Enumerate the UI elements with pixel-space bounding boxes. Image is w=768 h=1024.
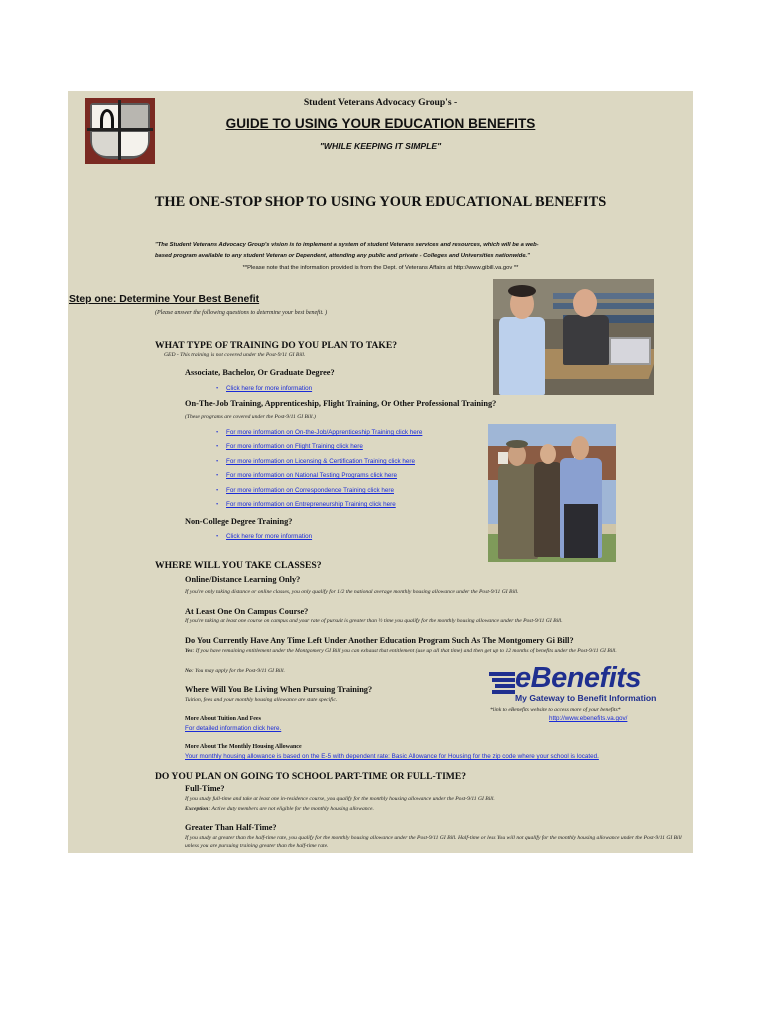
national-testing-link[interactable]: For more information on National Testing Programs click here [226,472,398,479]
ebenefits-logo-tagline: My Gateway to Benefit Information [515,693,657,703]
online-note: If you're only taking distance or online classes, you only qualify for 1/2 the national average monthly housing allowance under the Post-9/11 GI Bill. [185,589,519,595]
exception-note [185,805,374,813]
full-time-note: If you study full-time and take at least one in-residence course, you qualify for the monthly housing allowance under the Post-9/11 GI Bill. [185,796,495,802]
vision-line-2: based program available to any student Veteran or Dependent, attending any public and private - Colleges and Universities nationwide." [155,253,530,259]
yes-text: : If you have remaining entitlement under the Montgomery GI Bill you can exhaust that entitlement (use up all that time) and then get up to 12 months of benefits under the Post-9/11 GI Bill. [192,648,617,654]
non-college-question: Non-College Degree Training? [185,517,293,526]
ebenefits-caption: *link to eBenefits website to access more of your benefits* [490,707,621,713]
yes-label: Yes [185,648,193,654]
non-college-info-link[interactable]: Click here for more information [226,533,313,540]
no-label: No [185,668,192,674]
disclaimer: **Please note that the information provided is from the Dept. of Veterans Affairs at http://www.gibill.va.gov ** [242,265,519,271]
classroom-photo [493,279,654,395]
ged-note: GED - This training is not covered under the Post-9/11 GI Bill. [164,352,306,358]
living-question: Where Will You Be Living When Pursuing Training? [185,685,373,694]
exception-text: : Active duty members are not eligible for the monthly housing allowance. [208,806,374,812]
tuition-label: More About Tuition And Fees [185,716,261,722]
time-left-question: Do You Currently Have Any Time Left Under Another Education Program Such As The Montgomery Gi Bill? [185,636,574,645]
ebenefits-logo[interactable] [489,666,662,704]
ebenefits-logo-text: eBenefits [515,666,642,694]
exception-label: Exception [185,806,209,812]
ojt-link-item: • For more information on Licensing & Certification Training click here [216,458,415,465]
degree-question: Associate, Bachelor, Or Graduate Degree? [185,368,335,377]
step-one-title: Step one: Determine Your Best Benefit [69,294,260,305]
no-text: : You may apply for the Post-9/11 GI Bill. [191,668,285,674]
campus-question: At Least One On Campus Course? [185,607,309,616]
half-time-note: If you study at greater than the half-time rate, you qualify for the monthly housing allowance under the Post-9/11 GI Bill. Half-time or less You will not qualify for the monthly housing allowance under the Post-9/11 GI Bill unless you are pursuing training greater than the half-time rate. [185,835,682,849]
online-question: Online/Distance Learning Only? [185,575,301,584]
schedule-heading: DO YOU PLAN ON GOING TO SCHOOL PART-TIME OR FULL-TIME? [155,771,467,782]
non-college-link-item: • Click here for more information [216,533,313,540]
full-time-question: Full-Time? [185,784,225,793]
vision-line-1: "The Student Veterans Advocacy Group's vision is to implement a system of student Veterans services and resources, which will be a web- [155,242,539,248]
half-time-question: Greater Than Half-Time? [185,823,277,832]
licensing-certification-link[interactable]: For more information on Licensing & Certification Training click here [226,458,415,465]
ojt-note: (These programs are covered under the Post-9/11 GI Bill.) [185,414,316,420]
org-name: Student Veterans Advocacy Group's - [303,97,458,108]
training-heading: WHAT TYPE OF TRAINING DO YOU PLAN TO TAKE? [155,340,398,351]
main-heading: THE ONE-STOP SHOP TO USING YOUR EDUCATIONAL BENEFITS [154,194,607,210]
yes-answer [185,647,690,655]
ebenefits-url-link[interactable]: http://www.ebenefits.va.gov/ [549,715,628,722]
entrepreneurship-training-link[interactable]: For more information on Entrepreneurship Training click here [226,501,396,508]
guide-tagline: "WHILE KEEPING IT SIMPLE" [319,141,442,151]
classes-heading: WHERE WILL YOU TAKE CLASSES? [155,560,322,571]
ojt-question: On-The-Job Training, Apprenticeship, Flight Training, Or Other Professional Training? [185,399,497,408]
guide-page [68,91,693,853]
no-answer [185,667,285,675]
tuition-info-link[interactable]: For detailed information click here. [185,725,282,732]
ojt-apprenticeship-link[interactable]: For more information on On-the-Job/Apprenticeship Training click here [226,429,423,436]
ojt-link-item: • For more information on Correspondence Training click here [216,487,394,494]
housing-info-link[interactable]: Your monthly housing allowance is based on the E-5 with dependent rate: Basic Allowance for Housing for the zip code where your school is located. [185,753,599,760]
housing-label: More About The Monthly Housing Allowance [185,744,302,750]
step-one-subtitle: (Please answer the following questions to determine your best benefit. ) [155,310,328,316]
living-note: Tuition, fees and your monthly housing allowance are state specific. [185,697,338,703]
ojt-link-item: • For more information on On-the-Job/Apprenticeship Training click here [216,429,423,436]
ojt-link-item: • For more information on National Testing Programs click here [216,472,398,479]
veterans-campus-photo [488,424,616,562]
ojt-link-item: • For more information on Entrepreneurship Training click here [216,501,396,508]
campus-note: If you're taking at least one course on campus and your rate of pursuit is greater than ½ time you qualify for the monthly housing allowance under the Post-9/11 GI Bill. [185,618,563,624]
flight-training-link[interactable]: For more information on Flight Training click here [226,443,363,450]
guide-title: GUIDE TO USING YOUR EDUCATION BENEFITS [225,116,536,131]
correspondence-training-link[interactable]: For more information on Correspondence Training click here [226,487,394,494]
degree-info-link[interactable]: Click here for more information [226,385,313,392]
degree-info-link-item: • Click here for more information [216,385,313,392]
ojt-link-item: • For more information on Flight Training click here [216,443,363,450]
